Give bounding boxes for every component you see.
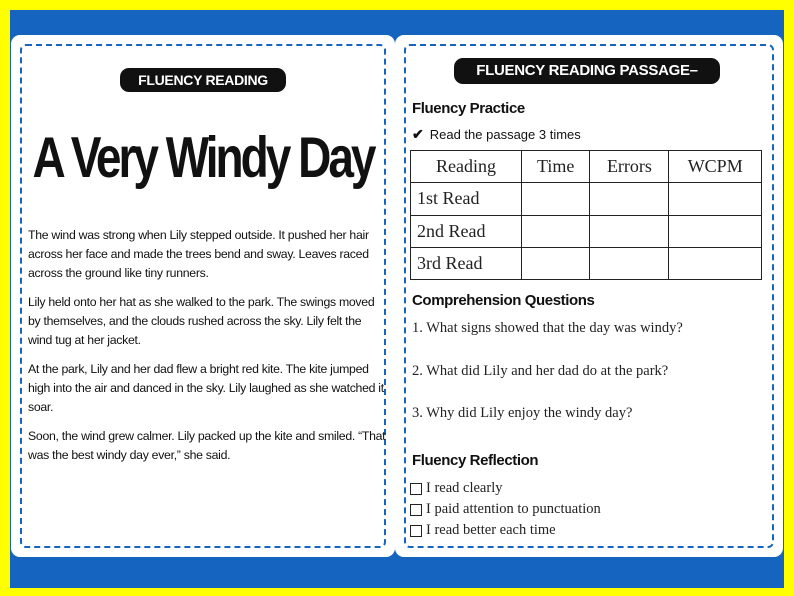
reflection-item-label: I paid attention to punctuation: [426, 501, 601, 517]
cell-errors-1[interactable]: [590, 183, 669, 215]
reflection-item-1[interactable]: [410, 480, 502, 497]
cell-time-1[interactable]: [521, 183, 590, 215]
question-3: 3. Why did Lily enjoy the windy day?: [412, 405, 633, 421]
table-row: [411, 247, 762, 279]
table-header-errors: Errors: [590, 151, 669, 183]
student-page-badge: FLUENCY READING PASSAGE– STUDENT PAGE: [454, 58, 720, 84]
practice-instruction: [412, 126, 581, 143]
checkbox-icon[interactable]: [410, 525, 422, 537]
table-row: [411, 183, 762, 215]
cell-errors-3[interactable]: [590, 247, 669, 279]
question-2: 2. What did Lily and her dad do at the park?: [412, 363, 669, 379]
fluency-practice-heading: Fluency Practice: [412, 100, 525, 117]
table-header-time: Time: [521, 151, 590, 183]
checkbox-icon[interactable]: [410, 483, 422, 495]
practice-instruction-text: Read the passage 3 times: [429, 127, 581, 142]
passage-panel: [14, 38, 392, 554]
table-header-reading: Reading: [411, 151, 522, 183]
table-row: [411, 215, 762, 247]
passage-text: [28, 226, 388, 475]
student-page-panel: [398, 38, 780, 554]
reflection-item-label: I read clearly: [426, 480, 503, 496]
passage-paragraph-3: At the park, Lily and her dad flew a bright red kite. The kite jumped high into the air and danced in the sky. Lily laughed as she watched it soar.: [28, 362, 384, 414]
passage-paragraph-1: The wind was strong when Lily stepped outside. It pushed her hair across her face and made the trees bend and sway. Leaves raced across the ground like tiny runners.: [28, 228, 369, 280]
cell-errors-2[interactable]: [590, 215, 669, 247]
passage-paragraph-2: Lily held onto her hat as she walked to the park. The swings moved by themselves, and the clouds rushed across the sky. Lily felt the wind tug at her jacket.: [28, 295, 375, 347]
passage-paragraph-4: Soon, the wind grew calmer. Lily packed up the kite and smiled. “That was the best windy day ever,” she said.: [28, 429, 386, 462]
row-label-3rd: 3rd Read: [411, 247, 522, 279]
check-icon: ✔: [412, 126, 424, 142]
row-label-1st: 1st Read: [411, 183, 522, 215]
row-label-2nd: 2nd Read: [411, 215, 522, 247]
passage-badge: FLUENCY READING PASSAGE: [120, 68, 286, 92]
reflection-item-label: I read better each time: [426, 522, 556, 538]
cell-time-2[interactable]: [521, 215, 590, 247]
cell-time-3[interactable]: [521, 247, 590, 279]
checkbox-icon[interactable]: [410, 504, 422, 516]
cell-wcpm-3[interactable]: [669, 247, 762, 279]
table-header-row: [411, 151, 762, 183]
cell-wcpm-2[interactable]: [669, 215, 762, 247]
cell-wcpm-1[interactable]: [669, 183, 762, 215]
fluency-table: [410, 150, 762, 280]
comprehension-heading: Comprehension Questions: [412, 292, 595, 309]
reflection-item-2[interactable]: [410, 501, 601, 518]
reflection-item-3[interactable]: [410, 522, 556, 539]
table-header-wcpm: WCPM: [669, 151, 762, 183]
passage-title: A Very Windy Day: [32, 124, 374, 190]
reflection-heading: Fluency Reflection: [412, 452, 539, 469]
question-1: 1. What signs showed that the day was windy?: [412, 320, 683, 336]
